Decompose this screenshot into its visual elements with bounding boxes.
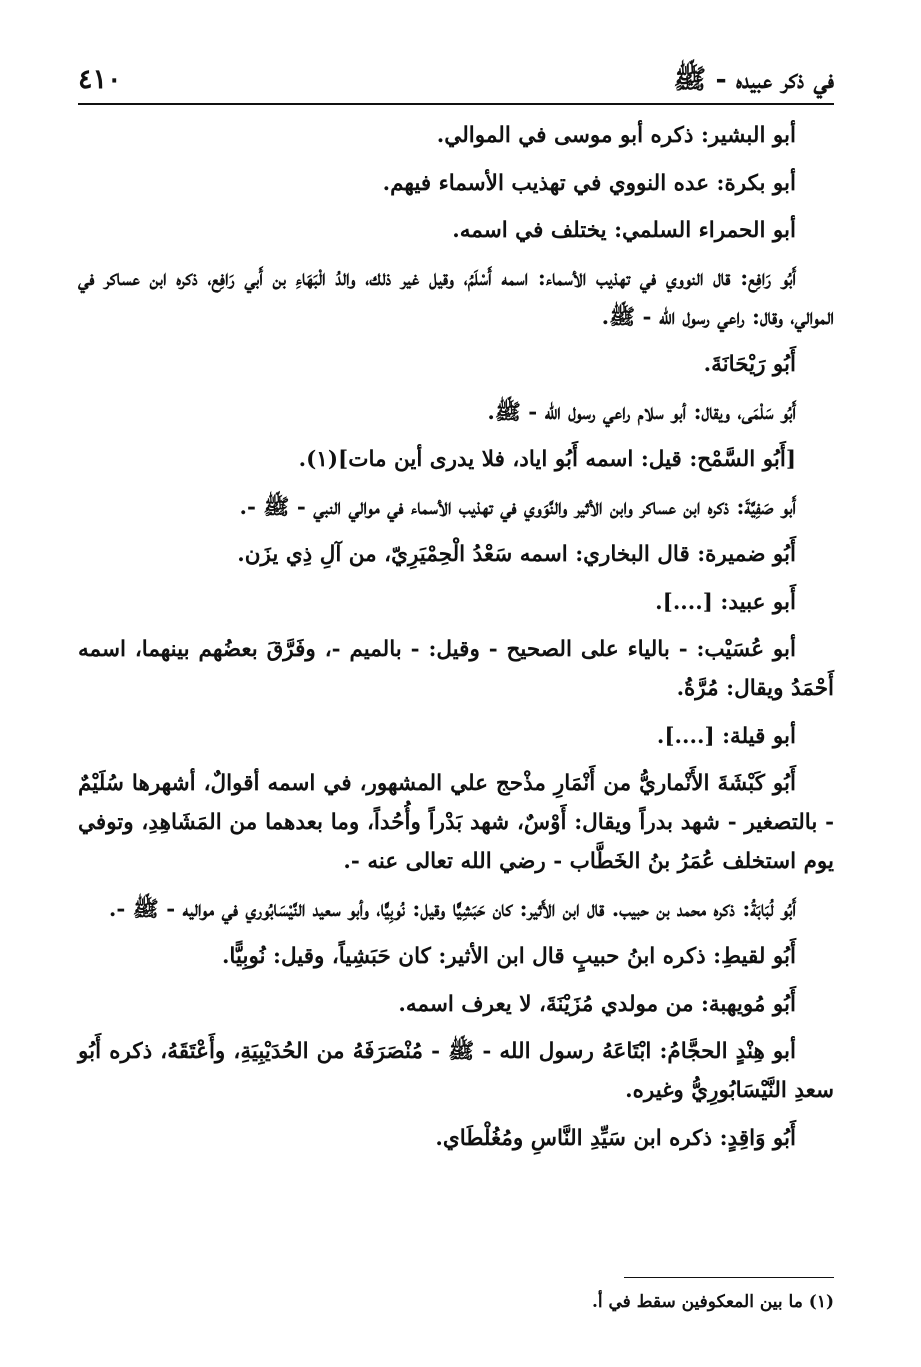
page-header <box>78 62 834 102</box>
entry-abu-kabsha: أَبُو كَبْشَةَ الأَنْماريُّ من أَنْمَارِ مذْحج علي المشهور، في اسمه أقوالٌ، أشهرها سُلَيْمٌ - بالتصغير - شهد بدراً ويقال: أَوْسٌ، شهد بَدْراً وأُحُداً، وما بعدهما من المَشَاهِدِ، وتوفي يوم استخلف عُمَرُ بنُ الخَطَّاب - رضي الله تعالى عنه -. <box>78 771 834 874</box>
entry-abu-qayla: أبو قيلة: [....]. <box>656 723 796 749</box>
main-text <box>78 116 834 1166</box>
entry-abu-al-samh: [أَبُو السَّمْح: قيل: اسمه أَبُو اياد، فلا يدرى أين مات](١). <box>298 447 796 472</box>
footnote: (١) ما بين المعكوفين سقط في أ. <box>591 1292 834 1312</box>
header-divider <box>78 103 834 105</box>
entry-abu-hind: أبو هِنْدٍ الحجَّامُ: ابْتَاعَهُ رسول الله - ﷺ - مُنْصَرَفَهُ من الحُدَيْبِيَةِ، وأَعْتَقَهُ، ذكره أَبُو سعدِ النَّيْسَابُورِيُّ وغيره. <box>78 1039 834 1103</box>
entry-abu-safiyya: أَبو صَفِيَّةَ: ذكره ابن عساكر وابن الأثير والنَّوَوي في تهذيب الأسماء في موالي النبي - ﷺ -. <box>239 494 796 520</box>
entry-abu-ubayd: أَبو عبيد: [....]. <box>655 589 796 615</box>
entry-abu-rafi: أَبُو رَافِع: قال النووي في تهذيب الأسماء: اسمه أَسْلَمُ، وقيل غير ذلك، والدُ الْبَهَاءِ بن أَبي رَافِع، ذكره ابن عساكر في الموالي، وقال: راعي رسول الله - ﷺ. <box>78 265 834 330</box>
entry-abu-lubaba: أَبُو لُبَابَةُ: ذكره محمد بن حبيب. قال ابن الأَثير: كان حَبَشِيًّا وقيل: نُوبِيًّا، وأبو سعيد النَّيْسَابُوري في مواليه - ﷺ -. <box>108 896 796 922</box>
footnote-divider <box>624 1277 834 1278</box>
entry-abu-al-bashir: أبو البشير: ذكره أبو موسى في الموالي. <box>436 123 796 148</box>
entry-abu-dumayra: أَبُو ضميرة: قال البخاري: اسمه سَعْدُ الْحِمْيَرِيّ، من آلِ ذِي يزَن. <box>237 542 796 567</box>
entry-abu-bakra: أبو بكرة: عده النووي في تهذيب الأسماء فيهم. <box>382 170 796 196</box>
entry-abu-muwayhiba: أَبُو مُويهبة: من مولدي مُزَيْنَةَ، لا يعرف اسمه. <box>398 991 796 1017</box>
page-number: ٤١٠ <box>78 64 122 95</box>
entry-abu-al-hamra: أبو الحمراء السلمي: يختلف في اسمه. <box>452 218 796 243</box>
entry-abu-usayb: أبو عُسَيْب: - بالياء على الصحيح - وقيل: - بالميم -، وفَرَّقَ بعضُهم بينهما، اسمه أَحْمَدُ ويقال: مُرَّةُ. <box>78 637 834 701</box>
running-title: في ذكر عبيده - ﷺ <box>673 64 834 95</box>
entry-abu-waqid: أَبُو وَاقِدٍ: ذكره ابن سَيِّدِ النَّاسِ ومُغُلْطَاي. <box>435 1125 796 1151</box>
entry-abu-salma: أَبُو سَلْمَى، ويقال: أبو سلام راعي رسول الله - ﷺ. <box>487 399 796 425</box>
entry-abu-laqit: أَبُو لقيطِ: ذكره ابنُ حبيبٍ قال ابن الأثير: كان حَبَشِياً، وقيل: نُوبِيًّا. <box>221 944 796 969</box>
entry-abu-rayhana: أَبُو رَيْحَانَةَ. <box>703 352 796 377</box>
